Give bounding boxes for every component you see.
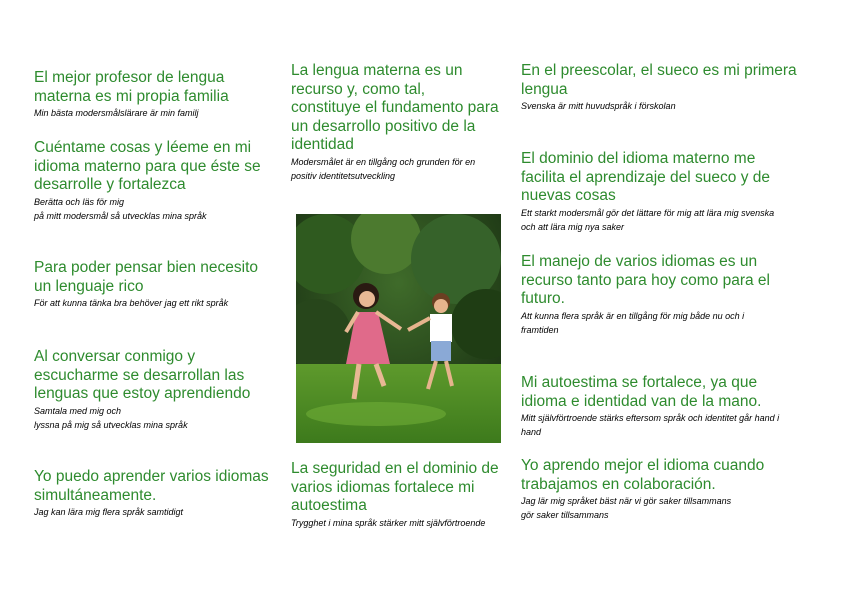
quote-left-1	[34, 69, 284, 120]
spanish-text: El mejor profesor de lengua materna es mi propia familia	[34, 69, 229, 105]
spanish-text: El dominio del idioma materno me facilita el aprendizaje del sueco y de nuevas cosas	[521, 150, 771, 205]
swedish-text: Berätta och läs för mig på mitt modersmål så utvecklas mina språk	[34, 196, 207, 221]
spanish-text: Para poder pensar bien necesito un lenguaje rico	[34, 259, 259, 295]
children-running-photo-image	[296, 214, 501, 443]
spanish-text: Al conversar conmigo y escucharme se desarrollan las lenguas que estoy aprendiendo	[34, 348, 251, 403]
quote-right-3	[521, 253, 821, 337]
quote-right-5	[521, 457, 821, 522]
swedish-text: Modersmålet är en tillgång och grunden för en positiv identitetsutveckling	[291, 156, 476, 181]
spanish-text: La seguridad en el dominio de varios idiomas fortalece mi autoestima	[291, 460, 499, 515]
quote-right-2	[521, 150, 821, 234]
spanish-text: La lengua materna es un recurso y, como tal, constituye el fundamento para un desarrollo positivo de la identidad	[291, 62, 499, 154]
quote-middle-1	[291, 62, 516, 183]
quote-left-2	[34, 139, 284, 223]
swedish-text: För att kunna tänka bra behöver jag ett rikt språk	[34, 298, 229, 309]
quote-left-4	[34, 348, 284, 432]
spanish-text: Mi autoestima se fortalece, ya que idioma e identidad van de la mano.	[521, 374, 762, 410]
quote-right-4	[521, 374, 821, 439]
quote-left-5	[34, 468, 289, 519]
swedish-text: Trygghet i mina språk stärker mitt självförtroende	[291, 517, 486, 528]
swedish-text: Min bästa modersmålslärare är min familj	[34, 108, 199, 119]
swedish-text: Samtala med mig och lyssna på mig så utvecklas mina språk	[34, 405, 188, 430]
spanish-text: El manejo de varios idiomas es un recurso tanto para hoy como para el futuro.	[521, 253, 770, 308]
quote-left-3	[34, 259, 284, 310]
swedish-text: Ett starkt modersmål gör det lättare för mig att lära mig svenska och att lära mig nya saker	[521, 207, 775, 232]
swedish-text: Jag kan lära mig flera språk samtidigt	[34, 507, 184, 518]
quote-right-1	[521, 62, 821, 113]
spanish-text: Yo aprendo mejor el idioma cuando trabajamos en colaboración.	[521, 457, 765, 493]
spanish-text: Cuéntame cosas y léeme en mi idioma materno para que éste se desarrolle y fortalezca	[34, 139, 261, 194]
children-running-photo	[296, 214, 501, 443]
swedish-text: Jag lär mig språket bäst när vi gör saker tillsammans gör saker tillsammans	[521, 496, 732, 521]
swedish-text: Svenska är mitt huvudspråk i förskolan	[521, 101, 676, 112]
spanish-text: Yo puedo aprender varios idiomas simultáneamente.	[34, 468, 269, 504]
swedish-text: Mitt självförtroende stärks eftersom språk och identitet går hand i hand	[521, 413, 780, 438]
quote-middle-2	[291, 460, 521, 530]
spanish-text: En el preescolar, el sueco es mi primera lengua	[521, 62, 797, 98]
swedish-text: Att kunna flera språk är en tillgång för mig både nu och i framtiden	[521, 310, 745, 335]
